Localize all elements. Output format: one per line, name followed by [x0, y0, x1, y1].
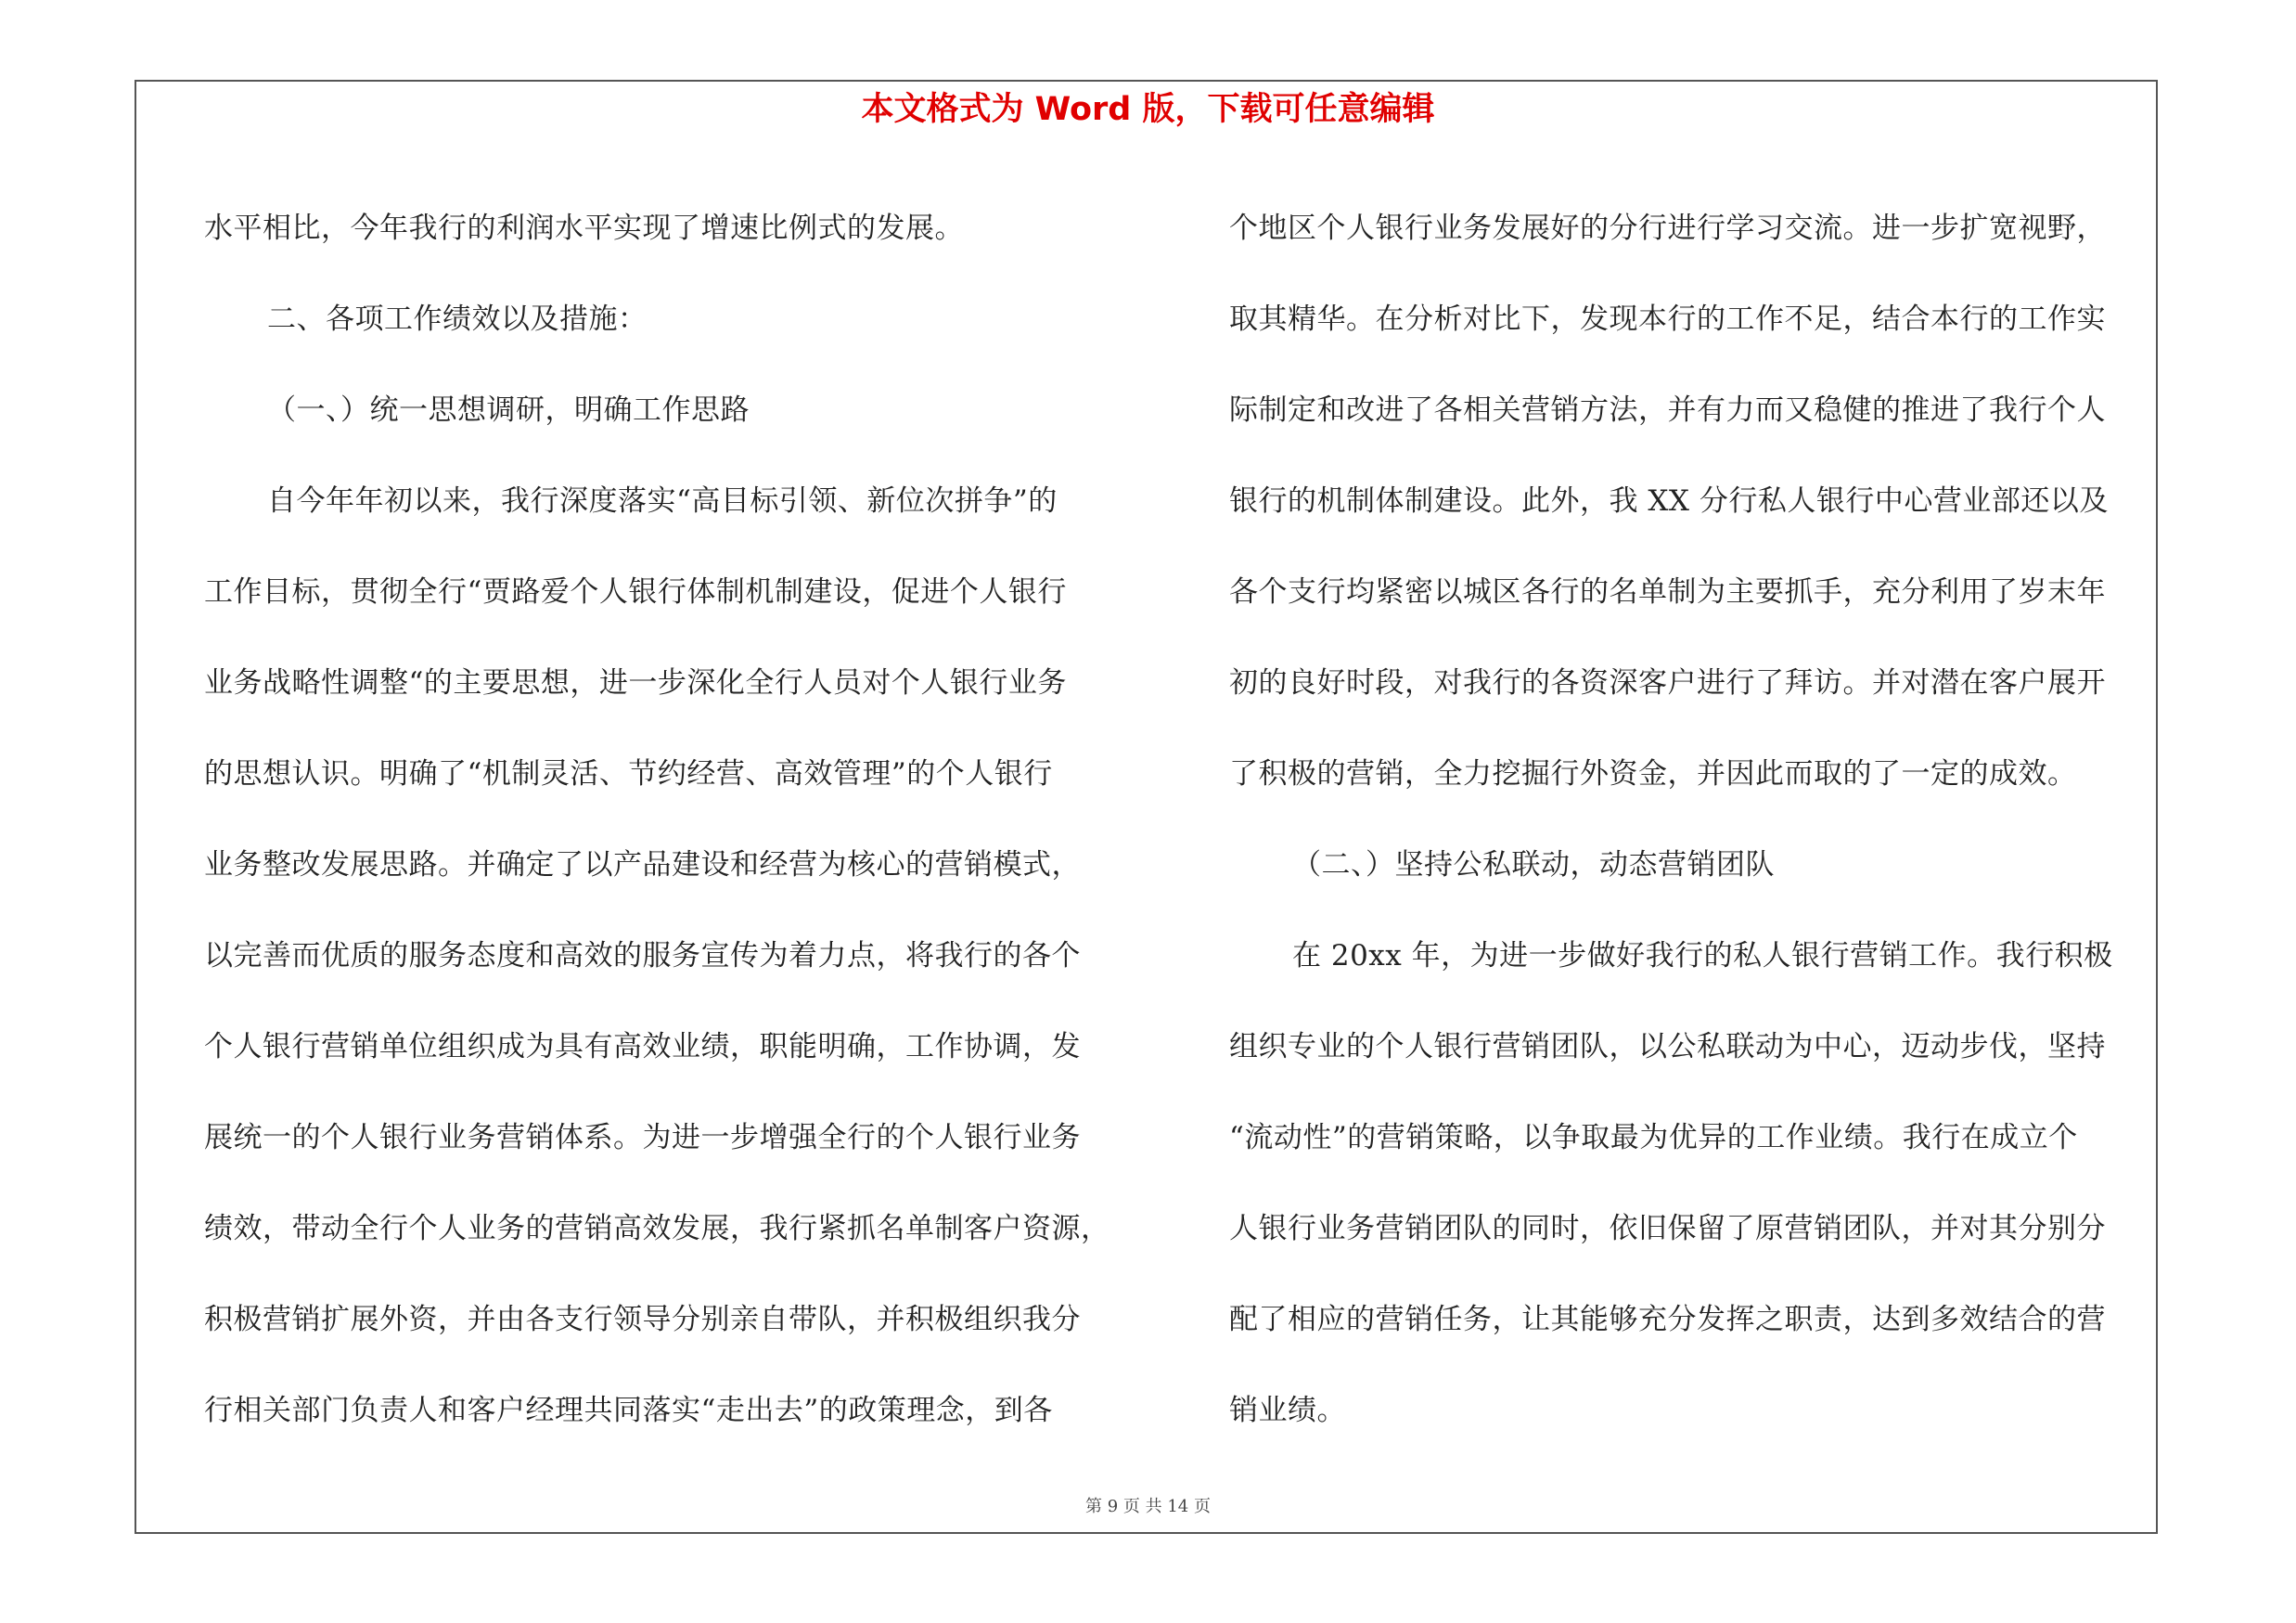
right-text-column	[1229, 183, 2175, 1456]
text-line: 水平相比，今年我行的利润水平实现了增速比例式的发展。	[204, 212, 964, 245]
subsection-heading: （二、）坚持公私联动，动态营销团队	[1292, 848, 1775, 882]
text-line: 银行的机制体制建设。此外，我 XX 分行私人银行中心营业部还以及	[1229, 484, 2109, 518]
text-line: 的思想认识。明确了“机制灵活、节约经营、高效管理”的个人银行	[204, 757, 1053, 791]
text-line: 取其精华。在分析对比下，发现本行的工作不足，结合本行的工作实	[1229, 303, 2106, 336]
text-line: 际制定和改进了各相关营销方法，并有力而又稳健的推进了我行个人	[1229, 393, 2106, 427]
text-line: 业务战略性调整“的主要思想，进一步深化全行人员对个人银行业务	[204, 666, 1067, 700]
text-line: 销业绩。	[1229, 1394, 1346, 1427]
subsection-heading: （一、）统一思想调研，明确工作思路	[267, 393, 750, 427]
text-line: 积极营销扩展外资，并由各支行领导分别亲自带队，并积极组织我分	[204, 1303, 1081, 1336]
text-line: 个地区个人银行业务发展好的分行进行学习交流。进一步扩宽视野，	[1229, 212, 2106, 245]
text-line: 工作目标，贯彻全行“贾路爱个人银行体制机制建设，促进个人银行	[204, 575, 1067, 609]
text-line: 个人银行营销单位组织成为具有高效业绩，职能明确，工作协调，发	[204, 1030, 1081, 1063]
section-heading: 二、各项工作绩效以及措施：	[267, 303, 648, 336]
text-line: 以完善而优质的服务态度和高效的服务宣传为着力点，将我行的各个	[204, 939, 1081, 973]
text-line: 了积极的营销，全力挖掘行外资金，并因此而取的了一定的成效。	[1229, 757, 2077, 791]
format-banner: 本文格式为 Word 版，下载可任意编辑	[861, 91, 1435, 128]
left-text-column	[204, 183, 1132, 1456]
text-line: 展统一的个人银行业务营销体系。为进一步增强全行的个人银行业务	[204, 1121, 1081, 1154]
text-line: 组织专业的个人银行营销团队，以公私联动为中心，迈动步伐，坚持	[1229, 1030, 2106, 1063]
text-line: 绩效，带动全行个人业务的营销高效发展，我行紧抓名单制客户资源，	[204, 1212, 1110, 1245]
text-line: 自今年年初以来，我行深度落实“高目标引领、新位次拼争”的	[267, 484, 1058, 518]
text-line: 人银行业务营销团队的同时，依旧保留了原营销团队，并对其分别分	[1229, 1212, 2106, 1245]
text-line: 各个支行均紧密以城区各行的名单制为主要抓手，充分利用了岁末年	[1229, 575, 2106, 609]
text-line: 行相关部门负责人和客户经理共同落实“走出去”的政策理念，到各	[204, 1394, 1053, 1427]
text-line: 在 20xx 年，为进一步做好我行的私人银行营销工作。我行积极	[1292, 939, 2113, 973]
text-line: 初的良好时段，对我行的各资深客户进行了拜访。并对潜在客户展开	[1229, 666, 2106, 700]
text-line: 配了相应的营销任务，让其能够充分发挥之职责，达到多效结合的营	[1229, 1303, 2106, 1336]
text-line: “流动性”的营销策略，以争取最为优异的工作业绩。我行在成立个	[1229, 1121, 2078, 1154]
text-line: 业务整改发展思路。并确定了以产品建设和经营为核心的营销模式，	[204, 848, 1081, 882]
page-number-footer: 第 9 页 共 14 页	[1085, 1497, 1211, 1516]
